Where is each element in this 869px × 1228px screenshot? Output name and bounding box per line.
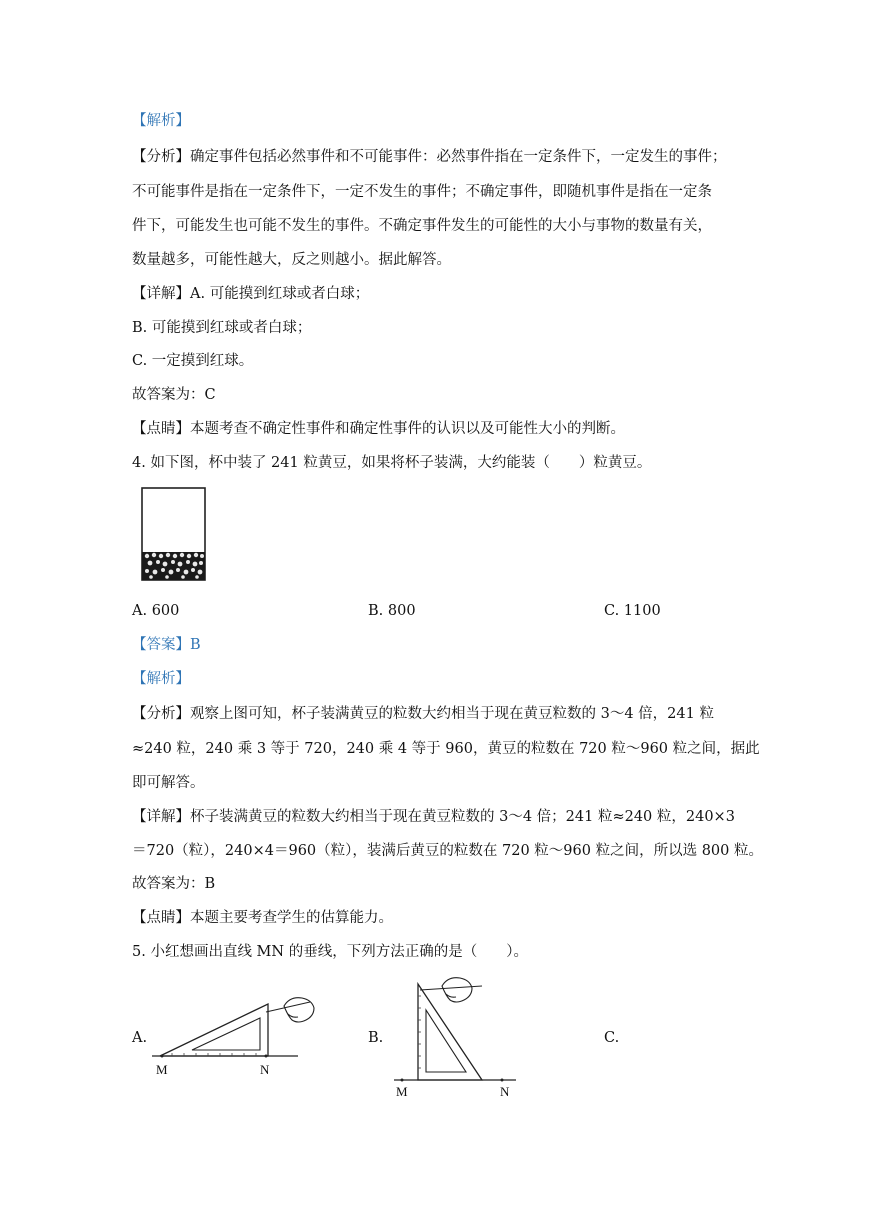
point-n-label: N [260,1062,270,1077]
xiangjie-line: 【详解】A. 可能摸到红球或者白球； [132,286,370,302]
dianjing-line: 【点睛】本题主要考查学生的估算能力。 [132,910,393,926]
option-b: B. 800 [368,603,416,619]
figure-b-set-square [390,976,520,1098]
question-5-stem: 5. 小红想画出直线 MN 的垂线，下列方法正确的是（ ）。 [132,944,528,960]
fenxi-line: 【分析】观察上图可知，杯子装满黄豆的粒数大约相当于现在黄豆粒数的 3～4 倍，241 粒 [132,706,714,722]
analysis-tag: 【解析】 [132,671,190,687]
fenxi-line: 不可能事件是指在一定条件下，一定不发生的事件；不确定事件，即随机事件是指在一定条 [132,184,712,200]
option-a: A. 600 [132,603,180,619]
xiangjie-line: C. 一定摸到红球。 [132,353,254,369]
fenxi-line: 件下，可能发生也可能不发生的事件。不确定事件发生的可能性的大小与事物的数量有关， [132,218,712,234]
question-4-stem: 4. 如下图，杯中装了 241 粒黄豆，如果将杯子装满，大约能装（ ）粒黄豆。 [132,455,652,471]
answer-line: 故答案为：B [132,876,216,892]
xiangjie-line: ＝720（粒），240×4＝960（粒），装满后黄豆的粒数在 720 粒～960 粒之间，所以选 800 粒。 [132,843,763,859]
q5-option-b-label: B. [368,1030,384,1046]
dianjing-line: 【点睛】本题考查不确定性事件和确定性事件的认识以及可能性大小的判断。 [132,421,625,437]
fenxi-line: 【分析】确定事件包括必然事件和不可能事件：必然事件指在一定条件下，一定发生的事件； [132,149,727,165]
fenxi-line: ≈240 粒，240 乘 3 等于 720，240 乘 4 等于 960，黄豆的粒数在 720 粒～960 粒之间，据此 [132,741,760,757]
point-m-label: M [156,1062,168,1077]
q5-option-c-label: C. [604,1030,620,1046]
hand-pencil-icon [420,978,482,1002]
q5-option-a-label: A. [132,1030,148,1046]
cup-beans-figure [138,486,210,584]
fenxi-line: 即可解答。 [132,775,205,791]
fenxi-line: 数量越多，可能性越大，反之则越小。据此解答。 [132,252,451,268]
point-m-label: M [396,1084,408,1098]
xiangjie-line: 【详解】杯子装满黄豆的粒数大约相当于现在黄豆粒数的 3～4 倍；241 粒≈240 粒，240×3 [132,809,735,825]
hand-pencil-icon [266,998,314,1022]
figure-a-set-square [148,994,320,1078]
option-c: C. 1100 [604,603,661,619]
answer-tag: 【答案】B [132,637,201,653]
answer-line: 故答案为：C [132,387,216,403]
analysis-tag: 【解析】 [132,113,190,129]
point-n-label: N [500,1084,510,1098]
xiangjie-line: B. 可能摸到红球或者白球； [132,320,312,336]
